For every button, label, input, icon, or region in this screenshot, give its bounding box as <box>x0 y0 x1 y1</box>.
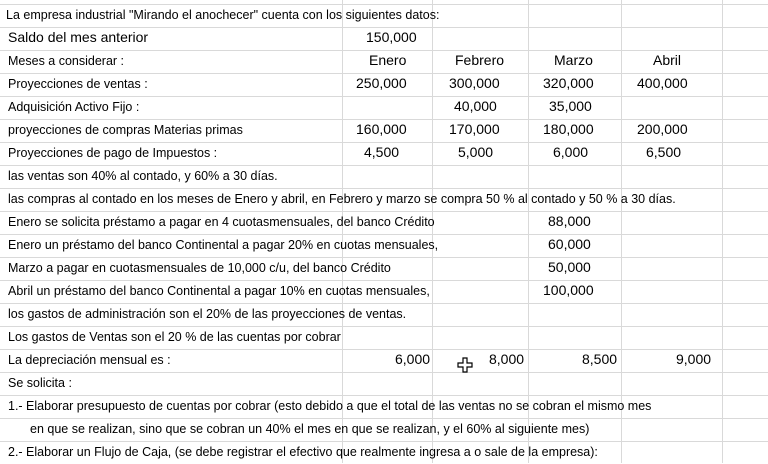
depreciacion-febrero[interactable]: 8,000 <box>489 351 525 367</box>
row-prestamo[interactable] <box>0 280 768 303</box>
row-compras[interactable] <box>0 119 768 142</box>
activo-febrero[interactable]: 40,000 <box>454 98 497 114</box>
prestamo-label[interactable]: Enero un préstamo del banco Continental a pagar 20% en cuotas mensuales, <box>8 238 439 252</box>
row-depreciacion[interactable] <box>0 349 768 372</box>
solicita-text[interactable]: Se solicita : <box>8 376 72 390</box>
prestamo-value[interactable]: 60,000 <box>548 236 591 252</box>
compras-abril[interactable]: 200,000 <box>637 121 688 137</box>
row-ventas[interactable] <box>0 73 768 96</box>
prestamo-value[interactable]: 88,000 <box>548 213 591 229</box>
saldo-label[interactable]: Saldo del mes anterior <box>8 29 149 45</box>
activo-marzo[interactable]: 35,000 <box>549 98 592 114</box>
ventas-label[interactable]: Proyecciones de ventas : <box>8 77 148 91</box>
impuestos-enero[interactable]: 4,500 <box>364 144 400 160</box>
compras-note[interactable]: las compras al contado en los meses de Enero y abril, en Febrero y marzo se compra 50 % al contado y 50 % a 30 días. <box>8 192 676 206</box>
impuestos-febrero[interactable]: 5,000 <box>458 144 494 160</box>
month-abril[interactable]: Abril <box>653 52 682 68</box>
compras-enero[interactable]: 160,000 <box>356 121 407 137</box>
row-task1[interactable] <box>0 395 768 418</box>
ventas-febrero[interactable]: 300,000 <box>449 75 500 91</box>
prestamo-label[interactable]: Abril un préstamo del banco Continental a pagar 10% en cuotas mensuales, <box>8 284 430 298</box>
month-enero[interactable]: Enero <box>369 52 407 68</box>
prestamo-value[interactable]: 100,000 <box>543 282 594 298</box>
gastos-admin-text[interactable]: los gastos de administración son el 20% de las proyecciones de ventas. <box>8 307 407 321</box>
row-activo[interactable] <box>0 96 768 119</box>
month-marzo[interactable]: Marzo <box>554 52 593 68</box>
impuestos-marzo[interactable]: 6,000 <box>553 144 589 160</box>
row-ventas-note[interactable] <box>0 165 768 188</box>
row-compras-note[interactable] <box>0 188 768 211</box>
activo-label[interactable]: Adquisición Activo Fijo : <box>8 100 140 114</box>
prestamo-label[interactable]: Marzo a pagar en cuotasmensuales de 10,000 c/u, del banco Crédito <box>8 261 391 275</box>
month-febrero[interactable]: Febrero <box>455 52 505 68</box>
task1-line1[interactable]: 1.- Elaborar presupuesto de cuentas por cobrar (esto debido a que el total de las ventas no se cobran el mismo mes <box>8 399 652 413</box>
depreciacion-abril[interactable]: 9,000 <box>676 351 712 367</box>
depreciacion-label[interactable]: La depreciación mensual es : <box>8 353 171 367</box>
compras-febrero[interactable]: 170,000 <box>449 121 500 137</box>
task1-line2[interactable]: en que se realizan, sino que se cobran un 40% el mes en que se realizan, y el 60% al siguiente mes) <box>30 422 590 436</box>
row-prestamo[interactable] <box>0 234 768 257</box>
row-impuestos[interactable] <box>0 142 768 165</box>
compras-marzo[interactable]: 180,000 <box>543 121 594 137</box>
impuestos-label[interactable]: Proyecciones de pago de Impuestos : <box>8 146 218 160</box>
meses-label[interactable]: Meses a considerar : <box>8 54 125 68</box>
row-gastos-ventas[interactable] <box>0 326 768 349</box>
row-meses[interactable] <box>0 50 768 73</box>
row-saldo[interactable] <box>0 27 768 50</box>
depreciacion-enero[interactable]: 6,000 <box>395 351 431 367</box>
ventas-note[interactable]: las ventas son 40% al contado, y 60% a 30 días. <box>8 169 278 183</box>
ventas-enero[interactable]: 250,000 <box>356 75 407 91</box>
row-task1-cont[interactable] <box>0 418 768 441</box>
ventas-abril[interactable]: 400,000 <box>637 75 688 91</box>
gastos-ventas-text[interactable]: Los gastos de Ventas son el 20 % de las cuentas por cobrar <box>8 330 341 344</box>
header-cell[interactable]: La empresa industrial "Mirando el anochecer" cuenta con los siguientes datos: <box>6 8 440 22</box>
row-task2[interactable] <box>0 441 768 464</box>
row-header[interactable] <box>0 4 768 27</box>
prestamo-label[interactable]: Enero se solicita préstamo a pagar en 4 cuotasmensuales, del banco Crédito <box>8 215 435 229</box>
prestamo-value[interactable]: 50,000 <box>548 259 591 275</box>
task2-text[interactable]: 2.- Elaborar un Flujo de Caja, (se debe registrar el efectivo que realmente ingresa a o sale de la empresa): <box>8 445 598 459</box>
row-solicita[interactable] <box>0 372 768 395</box>
row-prestamo[interactable] <box>0 211 768 234</box>
row-gastos-admin[interactable] <box>0 303 768 326</box>
cell-select-cursor-icon <box>457 357 473 373</box>
row-prestamo[interactable] <box>0 257 768 280</box>
saldo-value[interactable]: 150,000 <box>366 29 417 45</box>
compras-label[interactable]: proyecciones de compras Materias primas <box>8 123 243 137</box>
ventas-marzo[interactable]: 320,000 <box>543 75 594 91</box>
impuestos-abril[interactable]: 6,500 <box>646 144 682 160</box>
depreciacion-marzo[interactable]: 8,500 <box>582 351 618 367</box>
